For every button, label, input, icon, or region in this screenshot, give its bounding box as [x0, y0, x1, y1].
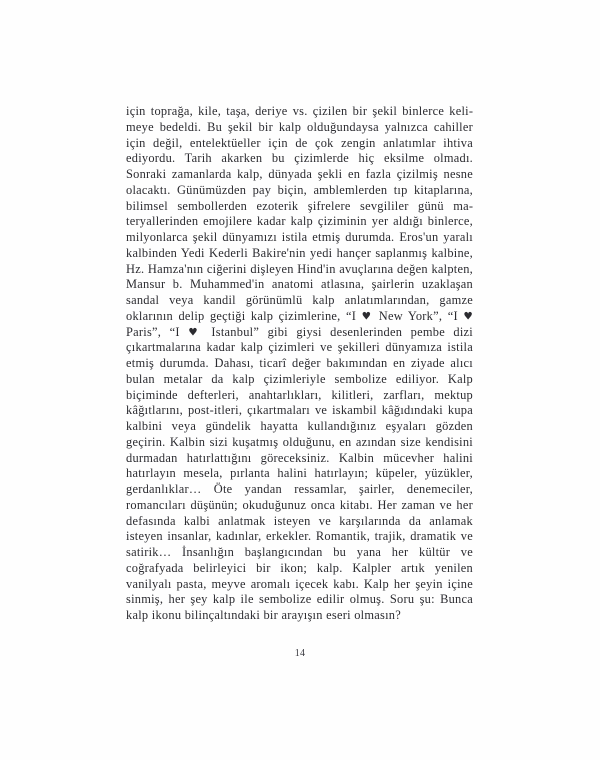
- heart-icon: ♥: [188, 326, 203, 338]
- quote-separator-1: ,: [438, 308, 448, 323]
- quote-close-istanbul: Istanbul”: [202, 324, 260, 339]
- page-text-block: [126, 104, 473, 624]
- heart-icon: ♥: [463, 310, 473, 323]
- quote-open-new-york: “I: [345, 308, 362, 323]
- quote-open-paris: “I: [447, 308, 464, 323]
- quote-separator-2: ,: [157, 324, 170, 339]
- quote-close-paris: Paris”: [126, 324, 158, 339]
- paragraph-segment-1: için toprağa, kile, taşa, deriye vs. çizilen bir şekil binlerce kelimeye bedeldi. Bu şekil bir kalp olduğundaysa yalnızca cahiller için değil, entelektüeller için de çok zengin anlatımlar ihtiva ediyordu. Tarih akarken bu çizimlerde hiç eksilme olmadı. Sonraki zamanlarda kalp, dünyada şekli en fazla çizilmiş nesne olacaktı. Günümüzden pay biçin, amblemlerden tıp kitaplarına, bilimsel sembollerden ezoterik şifrelere sevgililer günü materyallerinden emojilere kadar kalp çiziminin yer aldığı binlerce, milyonlarca şekil dünyamızı istila etmiş durumda. Eros'un yaralı kalbinden Yedi Kederli Bakire'nin yedi hançer saplanmış kalbine, Hz. Hamza'nın ciğerini dişleyen Hind'in avuçlarına değen kalpten, Mansur b. Muhammed'in anatomi atlasına, şairlerin uzaklaşan sandal veya kandil görünümlü kalp anlatımlarından, gamze oklarının delip geçtiği kalp çizimlerine,: [126, 104, 473, 323]
- quote-close-new-york: New York”: [373, 308, 439, 323]
- quote-open-istanbul: “I: [169, 324, 189, 339]
- heart-icon: ♥: [361, 310, 374, 323]
- paragraph-segment-2: gibi giysi desenlerinden pembe dizi çıkartmalarına kadar kalp çizimleri ve şekilleri dünyamıza istila etmiş durumda. Dahası, ticarî değer bakımından en ziyade alıcı bulan metalar da kalp çizimleriyle sembolize ediliyor. Kalp biçiminde defterleri, anahtarlıkları, kilitleri, zarfları, mektup kâğıtlarını, post-itleri, çıkartmaları ve iskambil kâğıdındaki kupa kalbini veya gündelik hayatta kullandığınız eşyaları gözden geçirin. Kalbin sizi kuşatmış olduğunu, en azından size kendisini durmadan hatırlattığını göreceksiniz. Kalbin mücevher halini hatırlayın mesela, pırlanta halini hatırlayın; küpeler, yüzükler, gerdanlıklar… Öte yandan ressamlar, şairler, denemeciler, romancıları düşünün; okuduğunuz onca kitabı. Her zaman ve her defasında kalbi anlatmak isteyen ve karşılarında da anlamak isteyen insanlar, kadınlar, erkekler. Romantik, trajik, dramatik ve satirik… İnsanlığın başlangıcından bu yana her kültür ve coğrafyada belirleyici bir ikon; kalp. Kalpler artık yenilen vanilyalı pasta, meyve aromalı içecek kabı. Kalp her şeyin içine sinmiş, her şey kalp ile sembolize edilir olmuş. Soru şu: Bunca kalp ikonu bilinçaltındaki bir arayışın eseri olmasın?: [126, 324, 473, 622]
- body-paragraph: [126, 104, 473, 624]
- page-number: 14: [294, 648, 306, 659]
